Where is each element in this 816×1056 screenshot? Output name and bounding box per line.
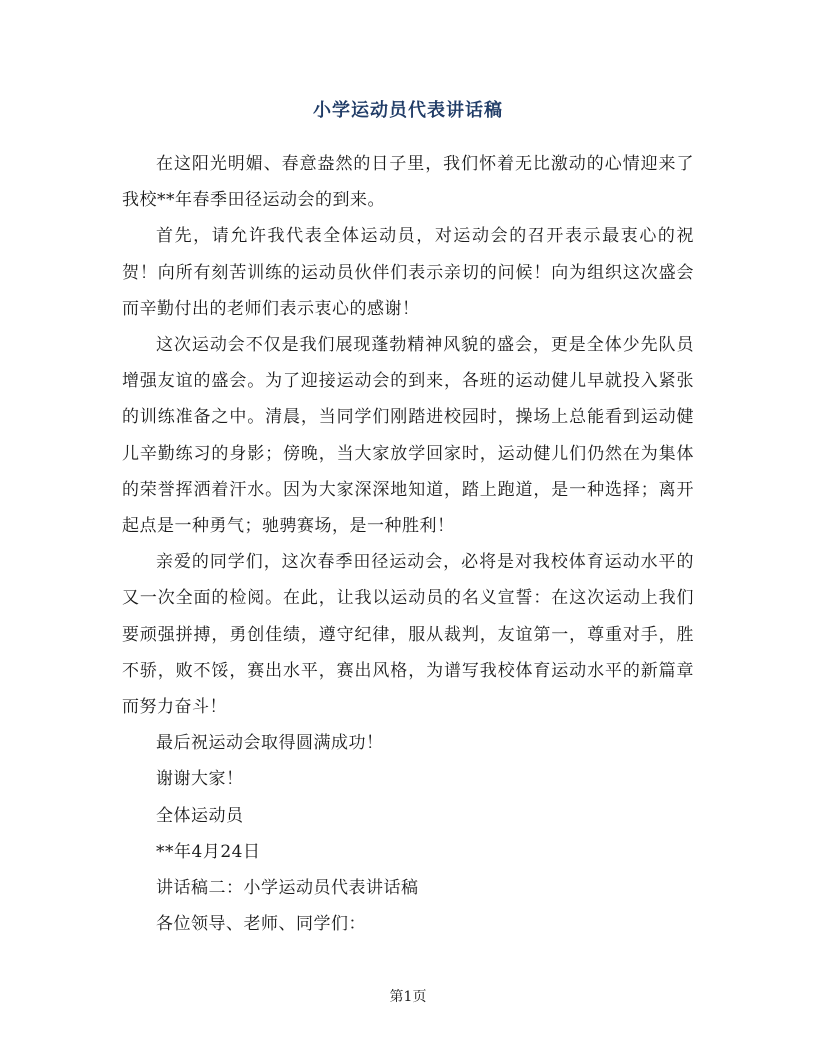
document-title: 小学运动员代表讲话稿 (313, 100, 503, 121)
signature-date: **年4月24日 (156, 841, 261, 862)
paragraph-wishes: 最后祝运动会取得圆满成功！ (156, 733, 384, 754)
section-two-salutation: 各位领导、老师、同学们： (156, 914, 366, 935)
document-body (122, 146, 694, 942)
paragraph-oath: 亲爱的同学们，这次春季田径运动会，必将是对我校体育运动水平的又一次全面的检阅。在此，让我以运动员的名义宣誓：在这次运动上我们要顽强拼搏，勇创佳绩，遵守纪律，服从裁判，友谊第一，尊重对手，胜不骄，败不馁，赛出水平，赛出风格，为谱写我校体育运动水平的新篇章而努力奋斗！ (122, 552, 694, 718)
paragraph-thanks: 谢谢大家！ (156, 769, 244, 790)
page-number: 第1页 (389, 989, 427, 1005)
section-two-heading: 讲话稿二：小学运动员代表讲话稿 (156, 878, 419, 899)
paragraph-greeting: 首先，请允许我代表全体运动员，对运动会的召开表示最衷心的祝贺！向所有刻苦训练的运动员伙伴们表示亲切的问候！向为组织这次盛会而辛勤付出的老师们表示衷心的感谢！ (122, 226, 694, 319)
paragraph-intro: 在这阳光明媚、春意盎然的日子里，我们怀着无比激动的心情迎来了我校**年春季田径运动会的到来。 (122, 154, 694, 211)
paragraph-meaning: 这次运动会不仅是我们展现蓬勃精神风貌的盛会，更是全体少先队员增强友谊的盛会。为了迎接运动会的到来，各班的运动健儿早就投入紧张的训练准备之中。清晨，当同学们刚踏进校园时，操场上总能看到运动健儿辛勤练习的身影；傍晚，当大家放学回家时，运动健儿们仍然在为集体的荣誉挥洒着汗水。因为大家深深地知道，踏上跑道，是一种选择；离开起点是一种勇气；驰骋赛场，是一种胜利！ (122, 335, 694, 537)
signature-name: 全体运动员 (156, 805, 244, 826)
